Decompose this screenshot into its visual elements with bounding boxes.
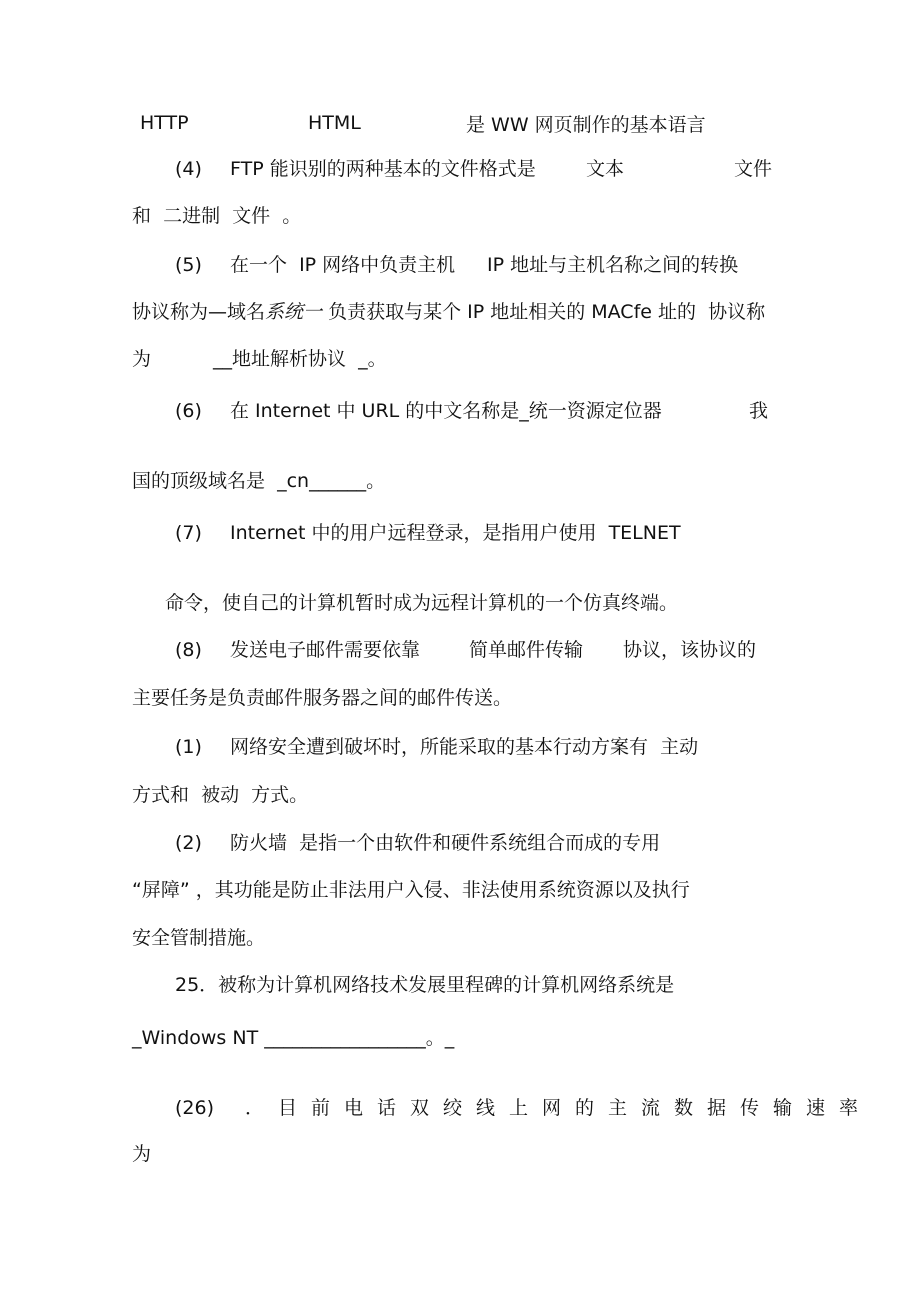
item-26-question: ．目前电话双绞线上网的主流数据传输速率 <box>245 1097 873 1119</box>
item-7-number: (7) <box>175 522 202 544</box>
item-s2-line2: “屏障” ，其功能是防止非法用户入侵、非法使用系统资源以及执行 <box>132 879 690 901</box>
item-5-line2-rest: 负责获取与某个 IP 地址相关的 MACfe 址的 协议称 <box>322 301 766 323</box>
item-8-answer: 简单邮件传输 <box>469 639 584 661</box>
item-s2-question: 防火墙 是指一个由软件和硬件系统组合而成的专用 <box>230 832 661 854</box>
item-4-file: 文件 <box>734 158 773 180</box>
item-6-question-end: 我 <box>749 400 769 422</box>
item-5-line3-start: 为 <box>132 348 152 370</box>
item-s2-number: (2) <box>175 832 202 854</box>
item-25-answer: _Windows NT _________________。_ <box>132 1027 455 1049</box>
item-4-continuation: 和 二进制 文件 。 <box>132 205 302 227</box>
item-s1-continuation: 方式和 被动 方式。 <box>132 784 309 806</box>
line-1-html: HTML <box>308 112 361 134</box>
item-s1-question: 网络安全遭到破坏时，所能采取的基本行动方案有 主动 <box>230 736 699 758</box>
item-4-answer-text: 文本 <box>586 158 625 180</box>
item-25-question: 25．被称为计算机网络技术发展里程碑的计算机网络系统是 <box>175 974 675 996</box>
item-4-number: (4) <box>175 158 202 180</box>
item-6-number: (6) <box>175 400 202 422</box>
item-26-continuation: 为 <box>132 1143 152 1165</box>
line-1-http: HTTP <box>140 112 189 134</box>
item-4-question: FTP 能识别的两种基本的文件格式是 <box>230 158 536 180</box>
item-7-question: Internet 中的用户远程登录，是指用户使用 TELNET <box>230 522 681 544</box>
item-5-number: (5) <box>175 254 202 276</box>
item-5-answer-dns: 系统一 <box>265 301 323 323</box>
item-s2-line3: 安全管制措施。 <box>132 927 266 949</box>
item-5-answer-arp: __地址解析协议 _。 <box>213 348 387 370</box>
item-5-question-b: IP 地址与主机名称之间的转换 <box>487 254 739 276</box>
item-8-continuation: 主要任务是负责邮件服务器之间的邮件传送。 <box>132 687 513 709</box>
item-8-question-end: 协议，该协议的 <box>623 639 757 661</box>
item-5-protocol-label: 协议称为—域名 <box>132 301 266 323</box>
item-6-question: 在 Internet 中 URL 的中文名称是_统一资源定位器 <box>230 400 662 422</box>
item-5-line2-start <box>132 300 765 324</box>
item-8-number: (8) <box>175 639 202 661</box>
item-8-question: 发送电子邮件需要依靠 <box>230 639 421 661</box>
line-1-text: 是 WW 网页制作的基本语言 <box>466 114 706 136</box>
item-26-number: (26) <box>175 1097 215 1119</box>
item-5-question-a: 在一个 IP 网络中负责主机 <box>230 254 456 276</box>
item-s1-number: (1) <box>175 736 202 758</box>
item-7-continuation: 命令，使自己的计算机暂时成为远程计算机的一个仿真终端。 <box>165 592 679 614</box>
item-6-continuation: 国的顶级域名是 _cn______。 <box>132 470 386 492</box>
